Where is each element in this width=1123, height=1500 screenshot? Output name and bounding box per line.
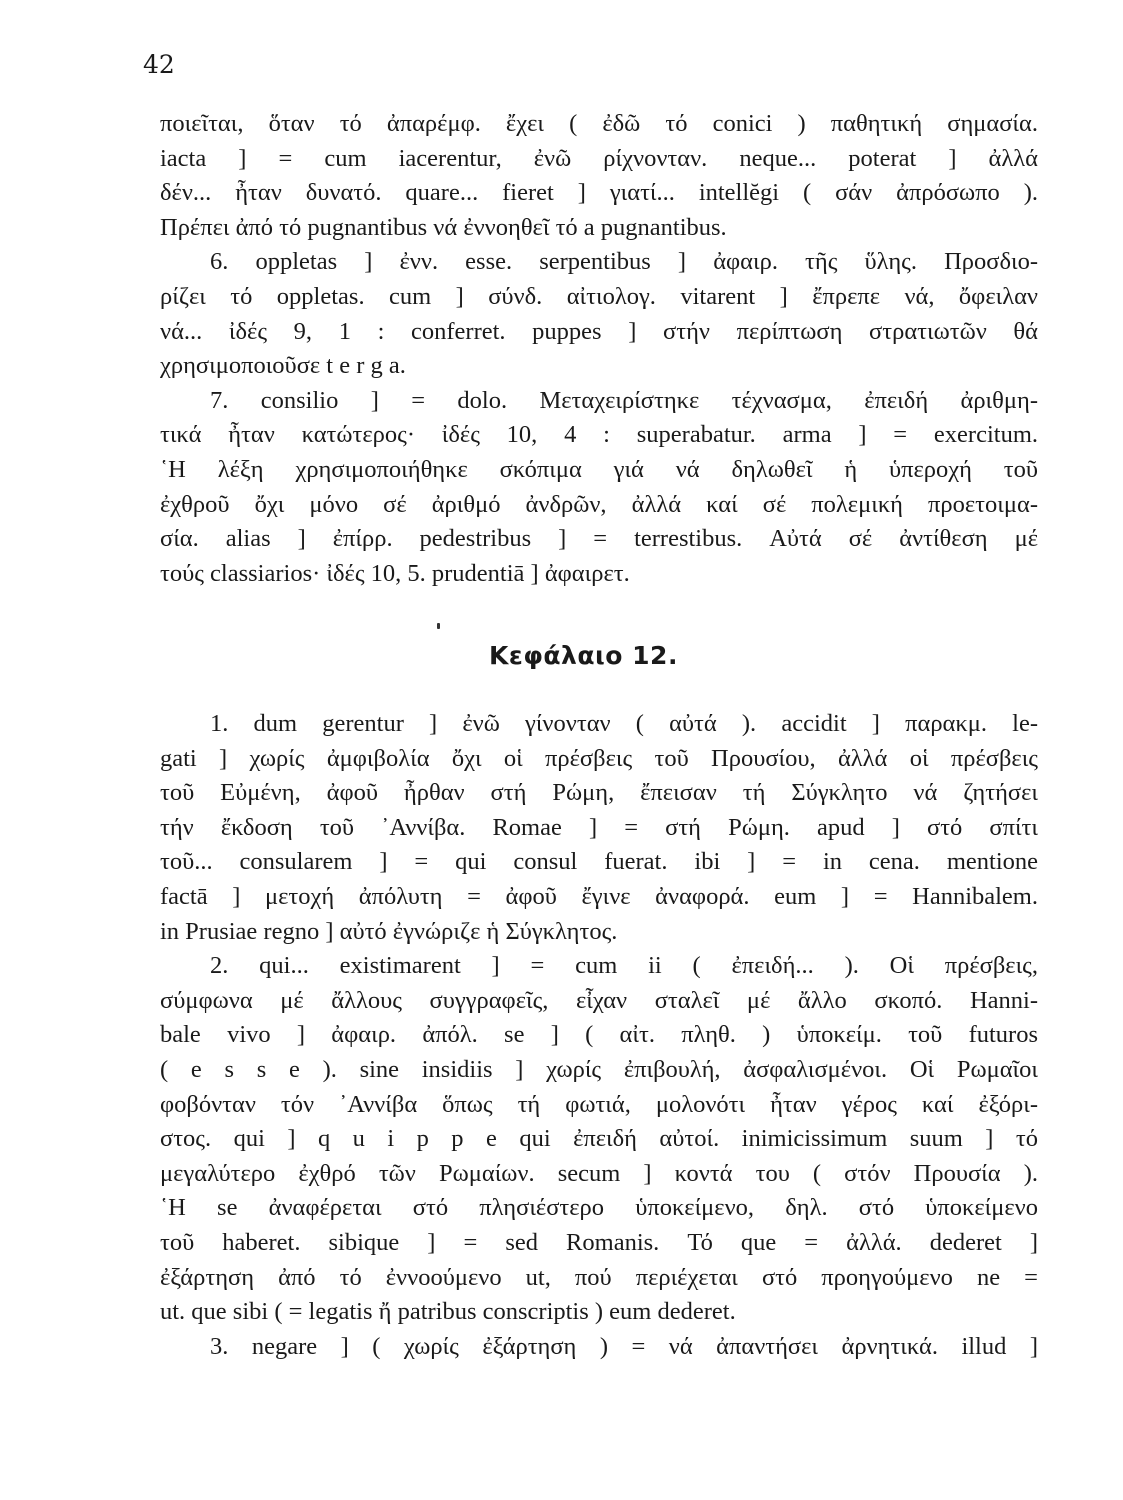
text-line: τοῦ Εὐμένη, ἀφοῦ ἦρθαν στή Ρώμη, ἔπεισαν τή Σύγκλητο νά ζητήσει (160, 779, 1038, 807)
text-line: δέν... ἦταν δυνατό. quare... fieret ] γιατί... intellĕgi ( σάν ἀπρόσωπο ). (160, 179, 1038, 207)
text-line: τικά ἦταν κατώτερος· ἰδές 10, 4 : superabatur. arma ] = exercitum. (160, 421, 1038, 449)
chapter-heading (0, 641, 1123, 670)
chapter-heading-text: Κεφάλαιο 12. (489, 641, 678, 670)
text-line: τοῦ haberet. sibique ] = sed Romanis. Τό que = ἀλλά. dederet ] (160, 1228, 1038, 1256)
text-line: νά... ἰδές 9, 1 : conferret. puppes ] στήν περίπτωση στρατιωτῶν θά (160, 317, 1038, 345)
text-line: 3. negare ] ( χωρίς ἐξάρτηση ) = νά ἀπαντήσει ἀρνητικά. illud ] (210, 1332, 1038, 1360)
text-line: 7. consilio ] = dolo. Μεταχειρίστηκε τέχνασμα, ἐπειδή ἀριθμη- (210, 386, 1038, 414)
text-line: bale vivo ] ἀφαιρ. ἀπόλ. se ] ( αἰτ. πληθ. ) ὑποκείμ. τοῦ futuros (160, 1021, 1038, 1049)
text-line: factā ] μετοχή ἀπόλυτη = ἀφοῦ ἔγινε ἀναφορά. eum ] = Hannibalem. (160, 882, 1038, 910)
text-line: σύμφωνα μέ ἄλλους συγγραφεῖς, εἶχαν σταλεῖ μέ ἄλλο σκοπό. Hanni- (160, 986, 1038, 1014)
text-line: ποιεῖται, ὅταν τό ἀπαρέμφ. ἔχει ( ἐδῶ τό conici ) παθητική σημασία. (160, 110, 1038, 137)
text-line: ῾Η λέξη χρησιμοποιήθηκε σκόπιμα γιά νά δηλωθεῖ ἡ ὑπεροχή τοῦ (160, 455, 1038, 483)
text-line: in Prusiae regno ] αὐτό ἐγνώριζε ἡ Σύγκλητος. (160, 917, 618, 945)
text-line: τοῦ... consularem ] = qui consul fuerat. ibi ] = in cena. mentione (160, 848, 1038, 876)
text-line: iacta ] = cum iacerentur, ἐνῶ ρίχνονταν. neque... poterat ] ἀλλά (160, 144, 1038, 172)
text-line: Πρέπει ἀπό τό pugnantibus νά ἐννοηθεῖ τό a pugnantibus. (160, 213, 727, 241)
text-line: τήν ἔκδοση τοῦ ᾿Αννίβα. Romae ] = στή Ρώμη. apud ] στό σπίτι (160, 813, 1038, 841)
text-line: ( e s s e ). sine insidiis ] χωρίς ἐπιβουλή, ἀσφαλισμένοι. Οἱ Ρωμαῖοι (160, 1055, 1038, 1083)
text-line: μεγαλύτερο ἐχθρό τῶν Ρωμαίων. secum ] κοντά του ( στόν Προυσία ). (160, 1159, 1038, 1187)
text-line: 2. qui... existimarent ] = cum ii ( ἐπειδή... ). Οἱ πρέσβεις, (210, 952, 1038, 980)
text-line: ἐχθροῦ ὄχι μόνο σέ ἀριθμό ἀνδρῶν, ἀλλά καί σέ πολεμική προετοιμα- (160, 490, 1038, 518)
commentary-text-before-chapter (160, 107, 1038, 591)
page-number: 42 (143, 50, 175, 79)
print-speck (437, 623, 440, 629)
commentary-text-chapter-12 (160, 707, 1038, 1364)
text-line: ut. que sibi ( = legatis ἤ patribus conscriptis ) eum dederet. (160, 1298, 736, 1326)
text-line: στος. qui ] q u i p p e qui ἐπειδή αὐτοί. inimicissimum suum ] τό (160, 1125, 1038, 1153)
text-line: τούς classiarios· ἰδές 10, 5. prudentiā ] ἀφαιρετ. (160, 559, 630, 587)
text-line: σία. alias ] ἐπίρρ. pedestribus ] = terrestibus. Αὐτά σέ ἀντίθεση μέ (160, 525, 1038, 553)
text-line: 6. oppletas ] ἐνν. esse. serpentibus ] ἀφαιρ. τῆς ὕλης. Προσδιο- (210, 248, 1038, 276)
text-line: ἐξάρτηση ἀπό τό ἐννοούμενο ut, πού περιέχεται στό προηγούμενο ne = (160, 1263, 1038, 1291)
text-line: gati ] χωρίς ἀμφιβολία ὄχι οἱ πρέσβεις τοῦ Προυσίου, ἀλλά οἱ πρέσβεις (160, 744, 1038, 772)
text-line: χρησιμοποιοῦσε t e r g a. (160, 352, 406, 380)
text-line: ῾Η se ἀναφέρεται στό πλησιέστερο ὑποκείμενο, δηλ. στό ὑποκείμενο (160, 1194, 1038, 1222)
text-line: φοβόνταν τόν ᾿Αννίβα ὅπως τή φωτιά, μολονότι ἦταν γέρος καί ἐξόρι- (160, 1090, 1038, 1118)
text-line: ρίζει τό oppletas. cum ] σύνδ. αἰτιολογ. vitarent ] ἔπρεπε νά, ὄφειλαν (160, 282, 1038, 310)
text-line: 1. dum gerentur ] ἐνῶ γίνονταν ( αὐτά ). accidit ] παρακμ. le- (210, 710, 1038, 737)
